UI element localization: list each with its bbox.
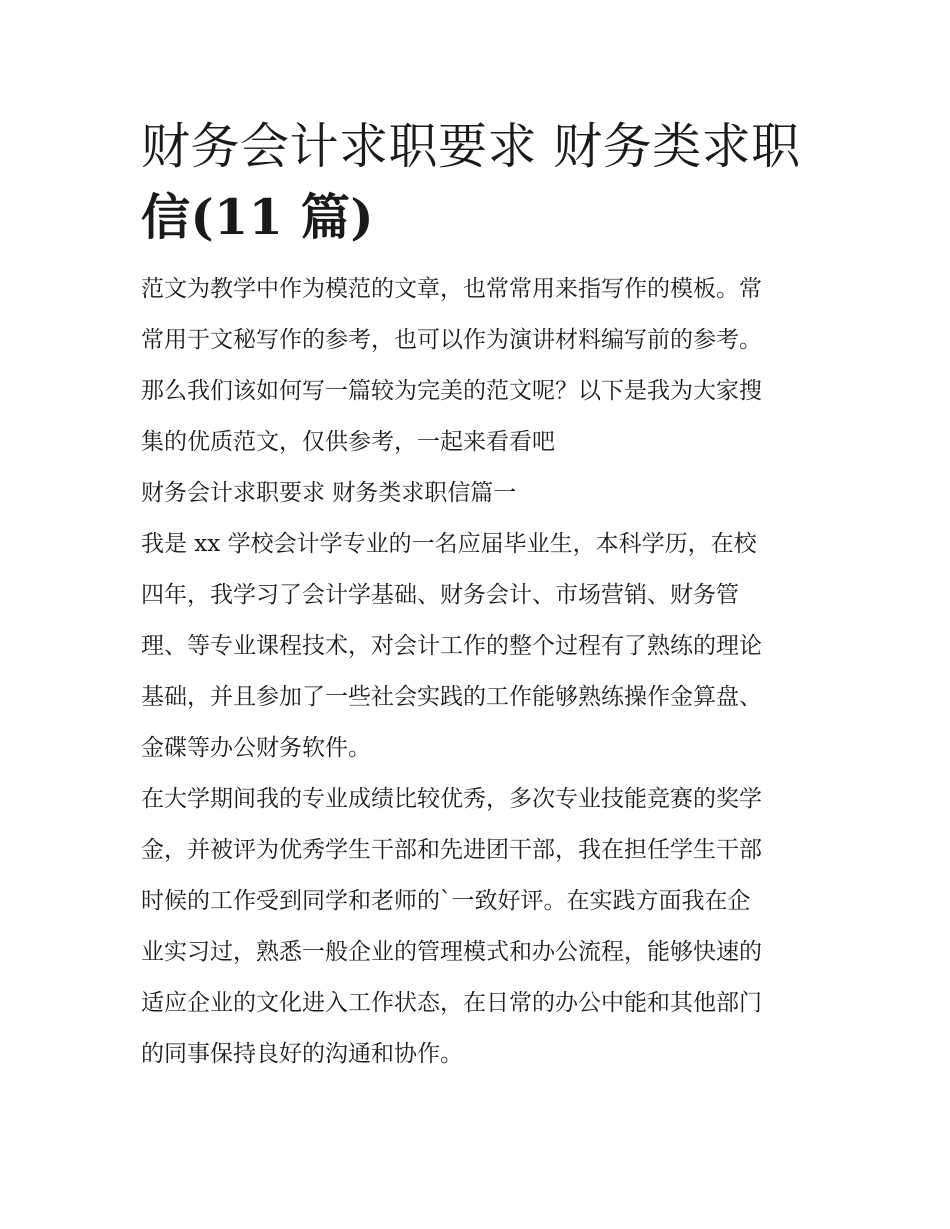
document-page [141, 112, 813, 1080]
paragraph-line: 理、等专业课程技术，对会计工作的整个过程有了熟练的理论 [141, 633, 762, 659]
intro-line: 范文为教学中作为模范的文章，也常常用来指写作的模板。常 [141, 276, 762, 302]
paragraph-line: 四年，我学习了会计学基础、财务会计、市场营销、财务管 [141, 582, 739, 608]
title-line-2: 信(11 篇) [141, 188, 375, 246]
intro-line: 常用于文秘写作的参考，也可以作为演讲材料编写前的参考。 [141, 327, 762, 353]
document-body [141, 264, 813, 1080]
section-heading: 财务会计求职要求 财务类求职信篇一 [141, 480, 517, 506]
paragraph-line: 基础，并且参加了一些社会实践的工作能够熟练操作金算盘、 [141, 684, 762, 710]
title-line-1: 财务会计求职要求 财务类求职 [141, 118, 801, 175]
document-title [141, 112, 813, 252]
paragraph-line: 的同事保持良好的沟通和协作。 [141, 1041, 463, 1067]
paragraph-line: 金，并被评为优秀学生干部和先进团干部，我在担任学生干部 [141, 837, 762, 863]
paragraph-line: 金碟等办公财务软件。 [141, 735, 371, 761]
intro-line: 那么我们该如何写一篇较为完美的范文呢？以下是我为大家搜 [141, 378, 762, 404]
paragraph-line: 在大学期间我的专业成绩比较优秀，多次专业技能竞赛的奖学 [141, 786, 762, 812]
paragraph-line: 我是 xx 学校会计学专业的一名应届毕业生，本科学历，在校 [141, 531, 757, 557]
intro-line: 集的优质范文，仅供参考，一起来看看吧 [141, 429, 555, 455]
paragraph-line: 业实习过，熟悉一般企业的管理模式和办公流程，能够快速的 [141, 939, 762, 965]
paragraph-line: 时候的工作受到同学和老师的`一致好评。在实践方面我在企 [141, 888, 751, 914]
paragraph-line: 适应企业的文化进入工作状态，在日常的办公中能和其他部门 [141, 990, 762, 1016]
